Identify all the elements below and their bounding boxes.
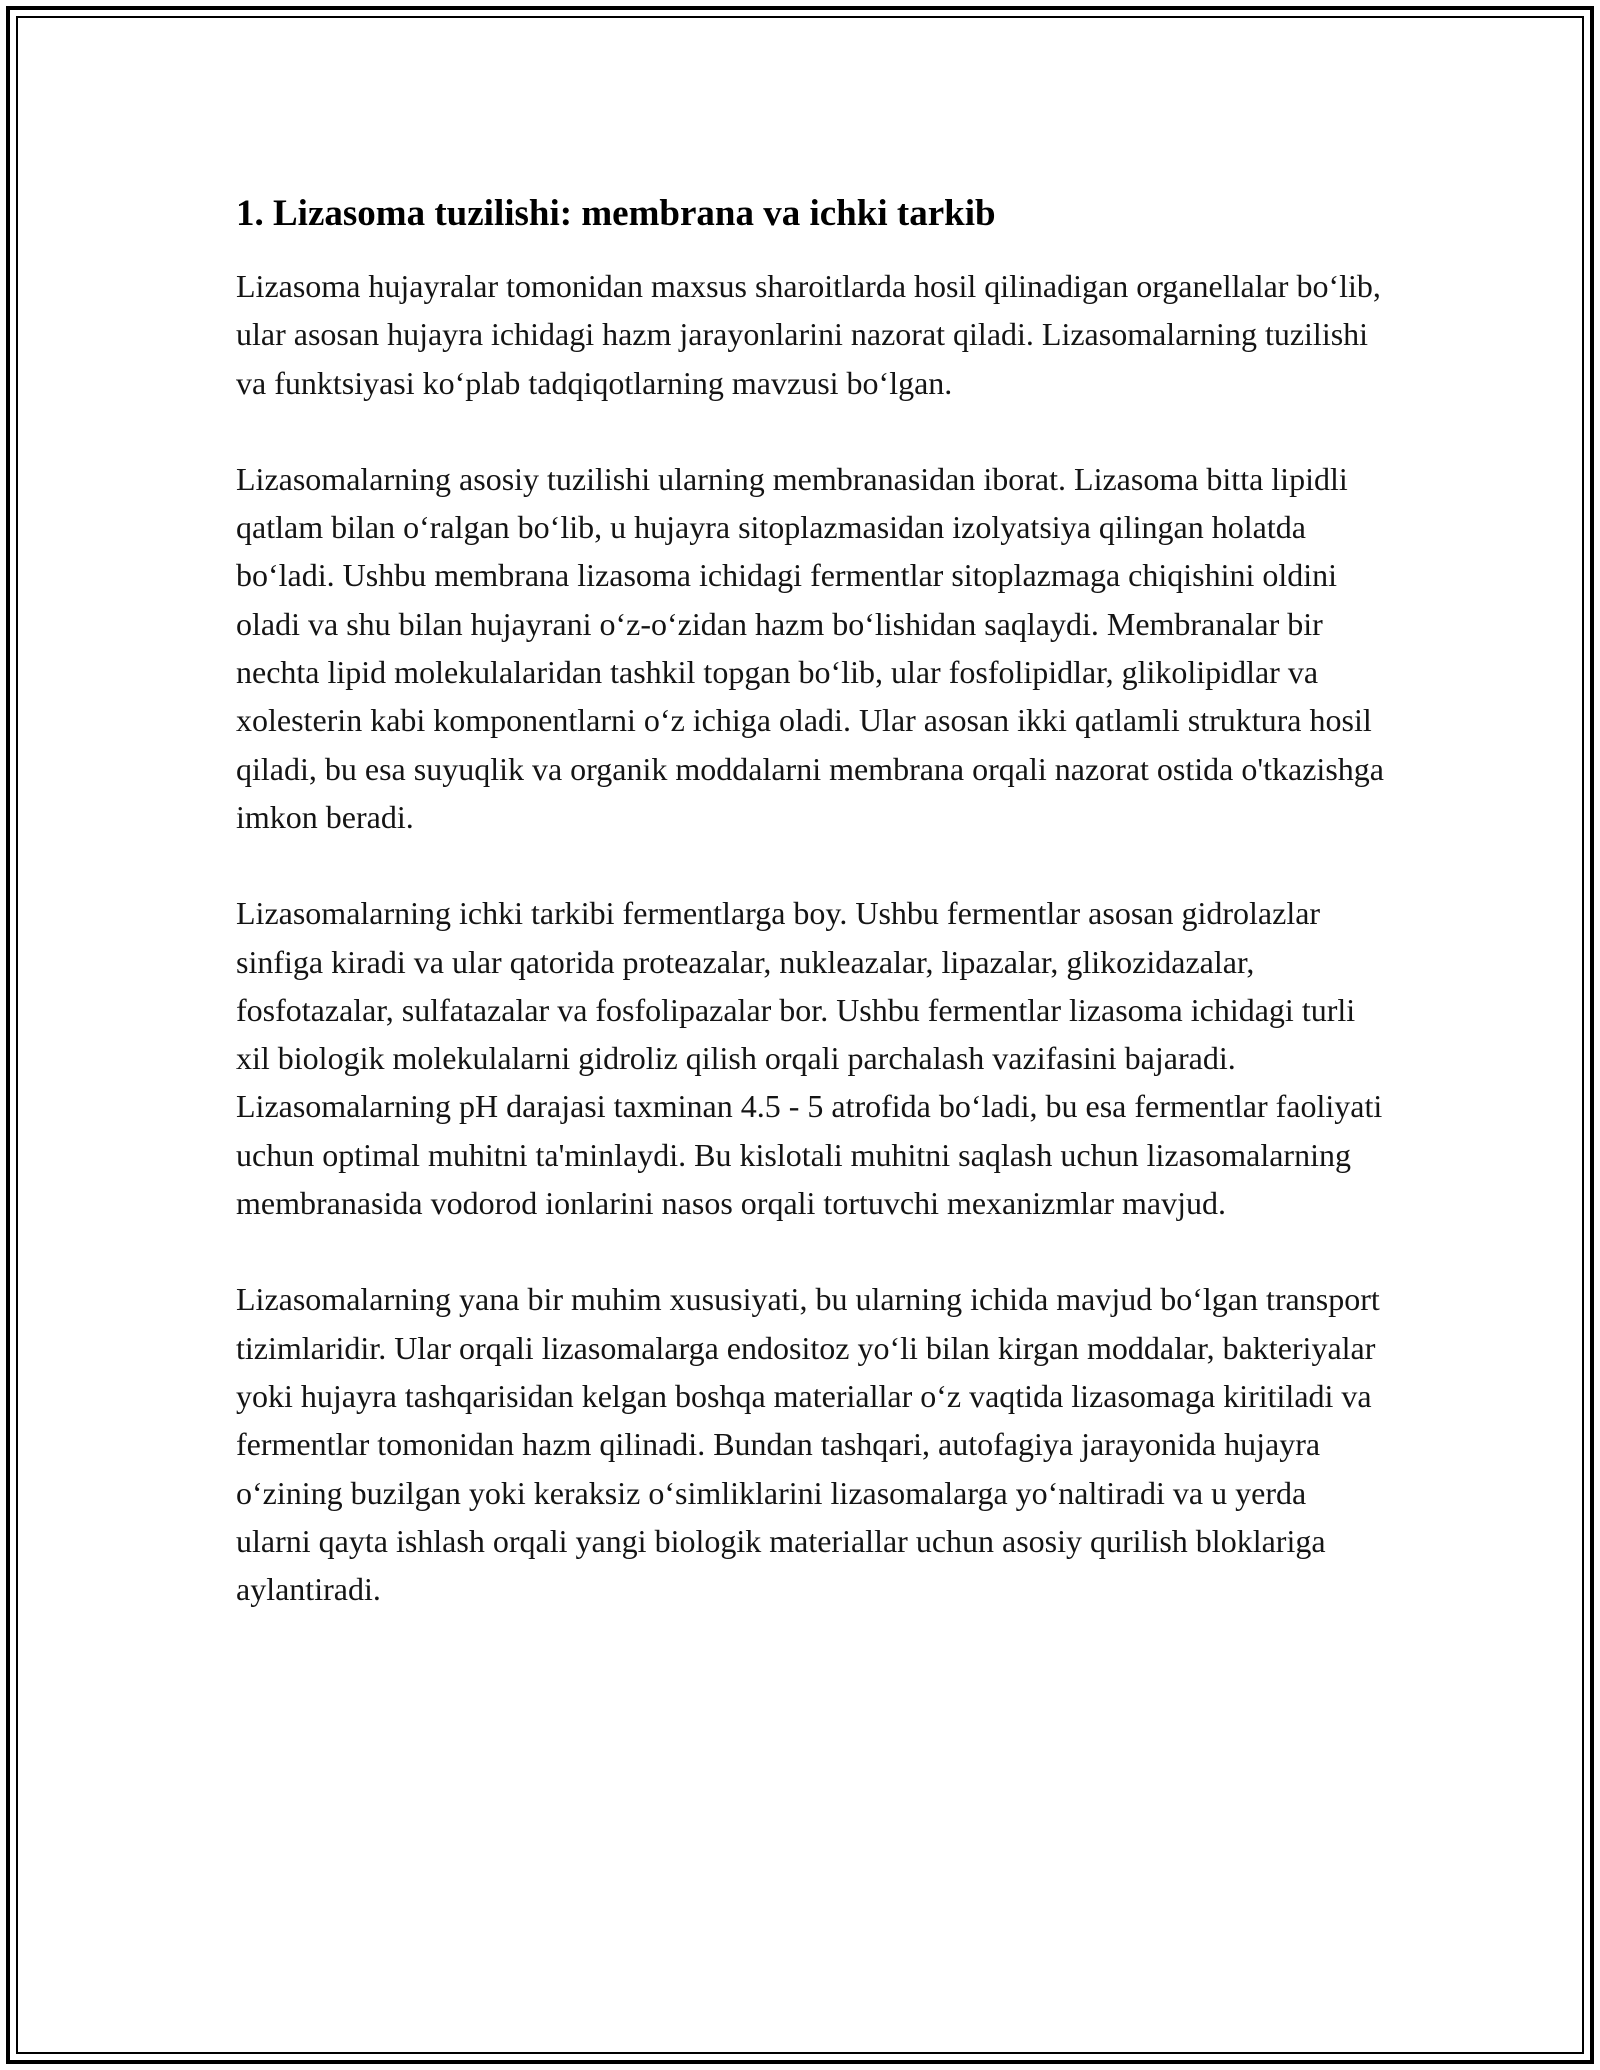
paragraph-intro: Lizasoma hujayralar tomonidan maxsus sharoitlarda hosil qilinadigan organellalar bo‘lib, ular asosan hujayra ichidagi hazm jarayonlarini nazorat qiladi. Lizasomalarning tuzilishi va funktsiyasi ko‘plab tadqiqotlarning mavzusi bo‘lgan. [236, 268, 1381, 401]
section-heading: 1. Lizasoma tuzilishi: membrana va ichki tarkib [236, 193, 996, 234]
paragraph-membrane: Lizasomalarning asosiy tuzilishi ularning membranasidan iborat. Lizasoma bitta lipidli qatlam bilan o‘ralgan bo‘lib, u hujayra sitoplazmasidan izolyatsiya qilingan holatda bo‘ladi. Ushbu membrana lizasoma ichidagi fermentlar sitoplazmaga chiqishini oldini oladi va shu bilan hujayrani o‘z-o‘zidan hazm bo‘lishidan saqlaydi. Membranalar bir nechta lipid molekulalaridan tashkil topgan bo‘lib, ular fosfolipidlar, glikolipidlar va xolesterin kabi komponentlarni o‘z ichiga oladi. Ular asosan ikki qatlamli struktura hosil qiladi, bu esa suyuqlik va organik moddalarni membrana orqali nazorat ostida o'tkazishga imkon beradi. [236, 460, 1384, 835]
paragraph-transport: Lizasomalarning yana bir muhim xususiyati, bu ularning ichida mavjud bo‘lgan transport tizimlaridir. Ular orqali lizasomalarga endositoz yo‘li bilan kirgan moddalar, bakteriyalar yoki hujayra tashqarisidan kelgan boshqa materiallar o‘z vaqtida lizasomaga kiritiladi va fermentlar tomonidan hazm qilinadi. Bundan tashqari, autofagiya jarayonida hujayra o‘zining buzilgan yoki keraksiz o‘simliklarini lizasomalarga yo‘naltiradi va u yerda ularni qayta ishlash orqali yangi biologik materiallar uchun asosiy qurilish bloklariga aylantiradi. [236, 1281, 1380, 1608]
document-body [236, 188, 1386, 1661]
paragraph-inner-content: Lizasomalarning ichki tarkibi fermentlarga boy. Ushbu fermentlar asosan gidrolazlar sinfiga kiradi va ular qatorida proteazalar, nukleazalar, lipazalar, glikozidazalar, fosfotazalar, sulfatazalar va fosfolipazalar bor. Ushbu fermentlar lizasoma ichidagi turli xil biologik molekulalarni gidroliz qilish orqali parchalash vazifasini bajaradi. Lizasomalarning pH darajasi taxminan 4.5 - 5 atrofida bo‘ladi, bu esa fermentlar faoliyati uchun optimal muhitni ta'minlaydi. Bu kislotali muhitni saqlash uchun lizasomalarning membranasida vodorod ionlarini nasos orqali tortuvchi mexanizmlar mavjud. [236, 895, 1383, 1222]
